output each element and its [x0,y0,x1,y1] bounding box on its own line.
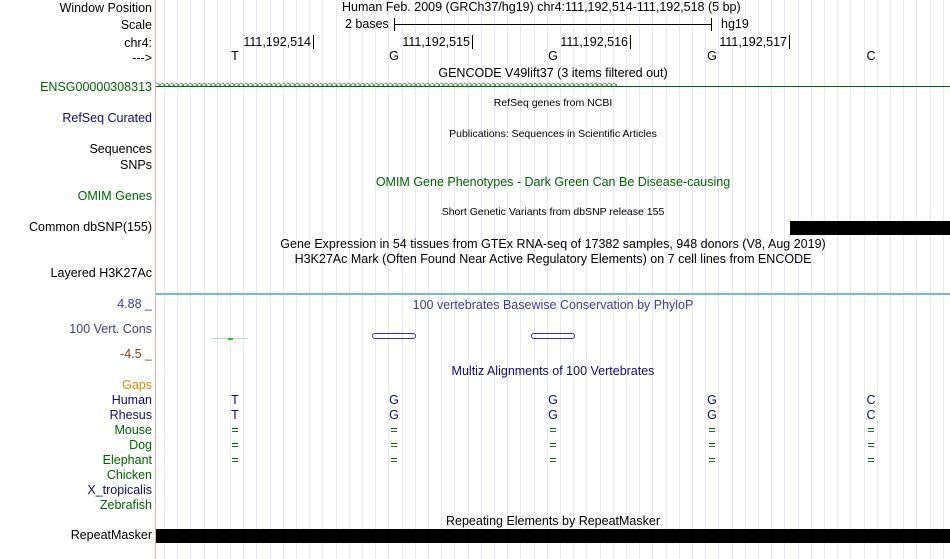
cons-signal-2 [372,333,416,339]
ruler-position-label: 111,192,514 [243,35,311,49]
gridline [784,0,785,559]
gridline [639,0,640,559]
species-label-human[interactable]: Human [111,393,152,407]
alignment-base: = [231,423,239,437]
alignment-base: = [390,438,398,452]
ruler-tick [472,35,473,49]
scale-bar [394,24,711,25]
track-label-refseq[interactable]: RefSeq Curated [62,111,152,125]
alignment-base: = [867,423,875,437]
publications-title: Publications: Sequences in Scientific Articles [449,128,657,140]
reference-base: T [231,49,239,63]
gridline [877,0,878,559]
track-label-repeatmasker[interactable]: RepeatMasker [70,528,152,542]
alignment-base: = [708,453,716,467]
cons-title: 100 vertebrates Basewise Conservation by PhyloP [412,298,694,312]
gridline [652,0,653,559]
track-label-cons[interactable]: 100 Vert. Cons [69,322,152,336]
repeatmasker-title: Repeating Elements by RepeatMasker [445,514,660,528]
alignment-base: = [390,423,398,437]
scale-bar-right-tick [711,18,712,31]
gridline [916,0,917,559]
alignment-base: = [549,423,557,437]
alignment-base: C [866,408,876,422]
alignment-base: = [231,453,239,467]
alignment-base: = [708,423,716,437]
multiz-title: Multiz Alignments of 100 Vertebrates [451,364,655,378]
track-label-dbsnp[interactable]: Common dbSNP(155) [29,220,152,234]
h3k27ac-baseline [156,293,950,295]
alignment-base: G [389,408,399,422]
refseq-title: RefSeq genes from NCBI [493,97,613,109]
gridline [890,0,891,559]
ruler-tick [789,35,790,49]
alignment-base: G [548,408,558,422]
strand-label: ---> [132,51,152,65]
track-label-gaps[interactable]: Gaps [122,378,152,392]
gridline [745,0,746,559]
gridline [864,0,865,559]
track-image[interactable] [156,0,950,559]
track-label-sequences[interactable]: Sequences [89,142,152,156]
gridline [850,0,851,559]
alignment-base: = [549,438,557,452]
gridline [771,0,772,559]
cons-max-label: 4.88 _ [117,297,152,311]
gridline [837,0,838,559]
track-label-gencode[interactable]: ENSG00000308313 [40,80,152,94]
track-labels [0,0,155,559]
dbsnp-variant[interactable] [790,221,950,235]
gridline [718,0,719,559]
reference-base: G [707,49,717,63]
gridline [798,0,799,559]
gridline [758,0,759,559]
h3k27ac-title: H3K27Ac Mark (Often Found Near Active Regulatory Elements) on 7 cell lines from ENCODE [294,252,812,266]
ruler-tick [313,35,314,49]
species-label-elephant[interactable]: Elephant [102,453,152,467]
gridline [705,0,706,559]
alignment-base: = [867,438,875,452]
gridline [666,0,667,559]
scale-bar-left-tick [394,18,395,31]
reference-base: C [866,49,876,63]
alignment-base: = [390,453,398,467]
gridline [903,0,904,559]
species-label-zebrafish[interactable]: Zebrafish [99,498,152,512]
alignment-base: C [866,393,876,407]
window-position-label: Window Position [59,1,152,15]
species-label-dog[interactable]: Dog [129,438,152,452]
alignment-base: T [231,408,239,422]
omim-title: OMIM Gene Phenotypes - Dark Green Can Be Disease-causing [375,175,731,189]
species-label-mouse[interactable]: Mouse [114,423,152,437]
gridline [679,0,680,559]
dbsnp-title: Short Genetic Variants from dbSNP release 155 [441,206,665,218]
track-label-h3k27ac[interactable]: Layered H3K27Ac [50,266,152,280]
ruler-tick [630,35,631,49]
gridline [692,0,693,559]
gtex-title: Gene Expression in 54 tissues from GTEx RNA-seq of 17382 samples, 948 donors (V8, Aug 2019) [280,237,826,251]
track-label-omim[interactable]: OMIM Genes [77,189,152,203]
species-label-rhesus[interactable]: Rhesus [109,408,152,422]
alignment-base: = [867,453,875,467]
alignment-base: = [231,438,239,452]
gencode-title: GENCODE V49lift37 (3 items filtered out) [438,66,668,80]
ruler-position-label: 111,192,515 [402,35,470,49]
window-position-title: Human Feb. 2009 (GRCh37/hg19) chr4:111,192,514-111,192,518 (5 bp) [342,0,741,14]
alignment-base: G [548,393,558,407]
alignment-base: G [707,393,717,407]
gridline [824,0,825,559]
gridline [943,0,944,559]
alignment-base: G [389,393,399,407]
gridline [626,0,627,559]
scale-label: Scale [120,18,152,32]
alignment-base: = [708,438,716,452]
strand-arrow-glyphs: >>>>>>>>>>>>>>>>>>>>>>>>>>>>>>>>>>>>>>>>>>>>>>>>>>>>>>>>>>>>>>>>>>>>>>>>>>>>>>>>>>>>>>>>>>>>>>>>>>> [156,80,617,90]
track-label-snps[interactable]: SNPs [120,158,152,172]
alignment-base: = [549,453,557,467]
alignment-base: G [707,408,717,422]
reference-base: G [389,49,399,63]
gridline [930,0,931,559]
cons-signal-1-peak [228,338,233,340]
chrom-label: chr4: [124,36,152,50]
ruler-position-label: 111,192,516 [560,35,628,49]
species-label-x_tropicalis[interactable]: X_tropicalis [87,483,152,497]
alignment-base: T [231,393,239,407]
reference-base: G [548,49,558,63]
scale-text: 2 bases [345,17,389,31]
cons-signal-3 [531,333,575,339]
cons-min-label: -4.5 _ [120,347,152,361]
species-label-chicken[interactable]: Chicken [106,468,152,482]
repeatmasker-element[interactable] [156,529,950,543]
ruler-position-label: 111,192,517 [719,35,787,49]
scale-assembly: hg19 [721,17,749,31]
gridline [732,0,733,559]
gridline [811,0,812,559]
